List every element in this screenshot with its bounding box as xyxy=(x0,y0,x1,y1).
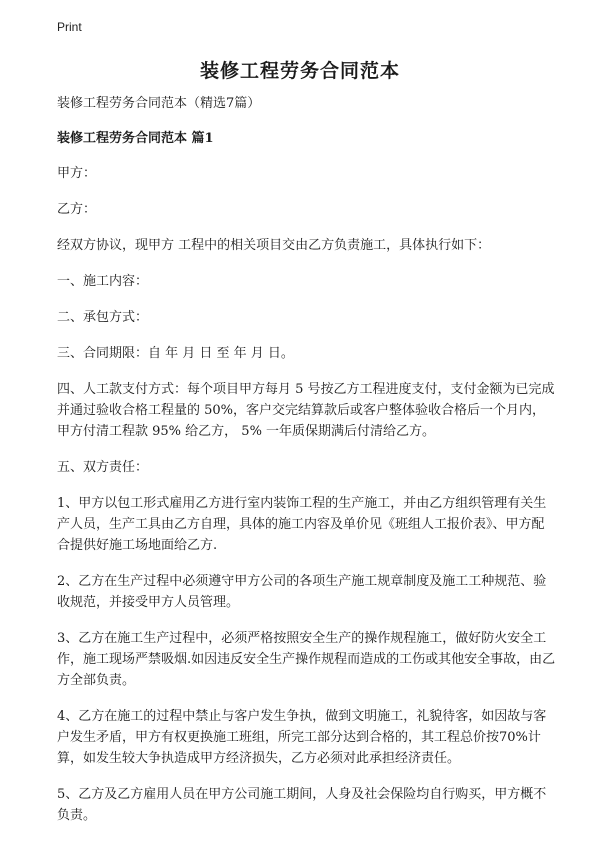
paragraph-clause-4: 4、乙方在施工的过程中禁止与客户发生争执，做到文明施工，礼貌待客，如因故与客户发生矛盾，甲方有权更换施工班组，所完工部分达到合格的，其工程总价按70%计算，如发生较大争执造成甲方经济损失，乙方必须对此承担经济责任。 xyxy=(57,709,547,766)
paragraph-clause-1: 1、甲方以包工形式雇用乙方进行室内装饰工程的生产施工，并由乙方组织管理有关生产人员，生产工具由乙方自理，具体的施工内容及单价见《班组人工报价表》、甲方配合提供好施工场地面给乙方. xyxy=(57,496,547,553)
document-title: 装修工程劳务合同范本 xyxy=(199,60,400,82)
paragraph-party-b: 乙方： xyxy=(57,202,97,217)
paragraph-clause-5: 5、乙方及乙方雇用人员在甲方公司施工期间，人身及社会保险均自行购买，甲方概不负责。 xyxy=(57,787,547,823)
print-label: Print xyxy=(57,20,82,34)
paragraph-party-a: 甲方： xyxy=(57,166,97,181)
paragraph-clause-3: 3、乙方在施工生产过程中，必须严格按照安全生产的操作规程施工，做好防火安全工作，施工现场严禁吸烟.如因违反安全生产操作规程而造成的工伤或其他安全事故，由乙方全部负责。 xyxy=(57,631,556,688)
paragraph-responsibilities: 五、双方责任： xyxy=(57,460,149,475)
paragraph-clause-2: 2、乙方在生产过程中必须遵守甲方公司的各项生产施工规章制度及施工工种规范、验收规范，并接受甲方人员管理。 xyxy=(57,574,547,610)
paragraph-agreement: 经双方协议，现甲方 工程中的相关项目交由乙方负责施工，具体执行如下： xyxy=(57,238,491,253)
document-subtitle: 装修工程劳务合同范本（精选7篇） xyxy=(57,96,261,111)
paragraph-contract-period: 三、合同期限：自 年 月 日 至 年 月 日。 xyxy=(57,346,294,361)
paragraph-contract-method: 二、承包方式： xyxy=(57,310,149,325)
section-heading: 装修工程劳务合同范本 篇1 xyxy=(57,131,214,146)
document-body xyxy=(57,93,557,841)
paragraph-payment: 四、人工款支付方式：每个项目甲方每月 5 号按乙方工程进度支付，支付金额为已完成并通过验收合格工程量的 50%，客户交完结算款后或客户整体验收合格后一个月内， 甲方付清工程款 95% 给乙方， 5% 一年质保期满后付清给乙方。 xyxy=(57,382,555,439)
paragraph-construction-content: 一、施工内容： xyxy=(57,274,149,289)
